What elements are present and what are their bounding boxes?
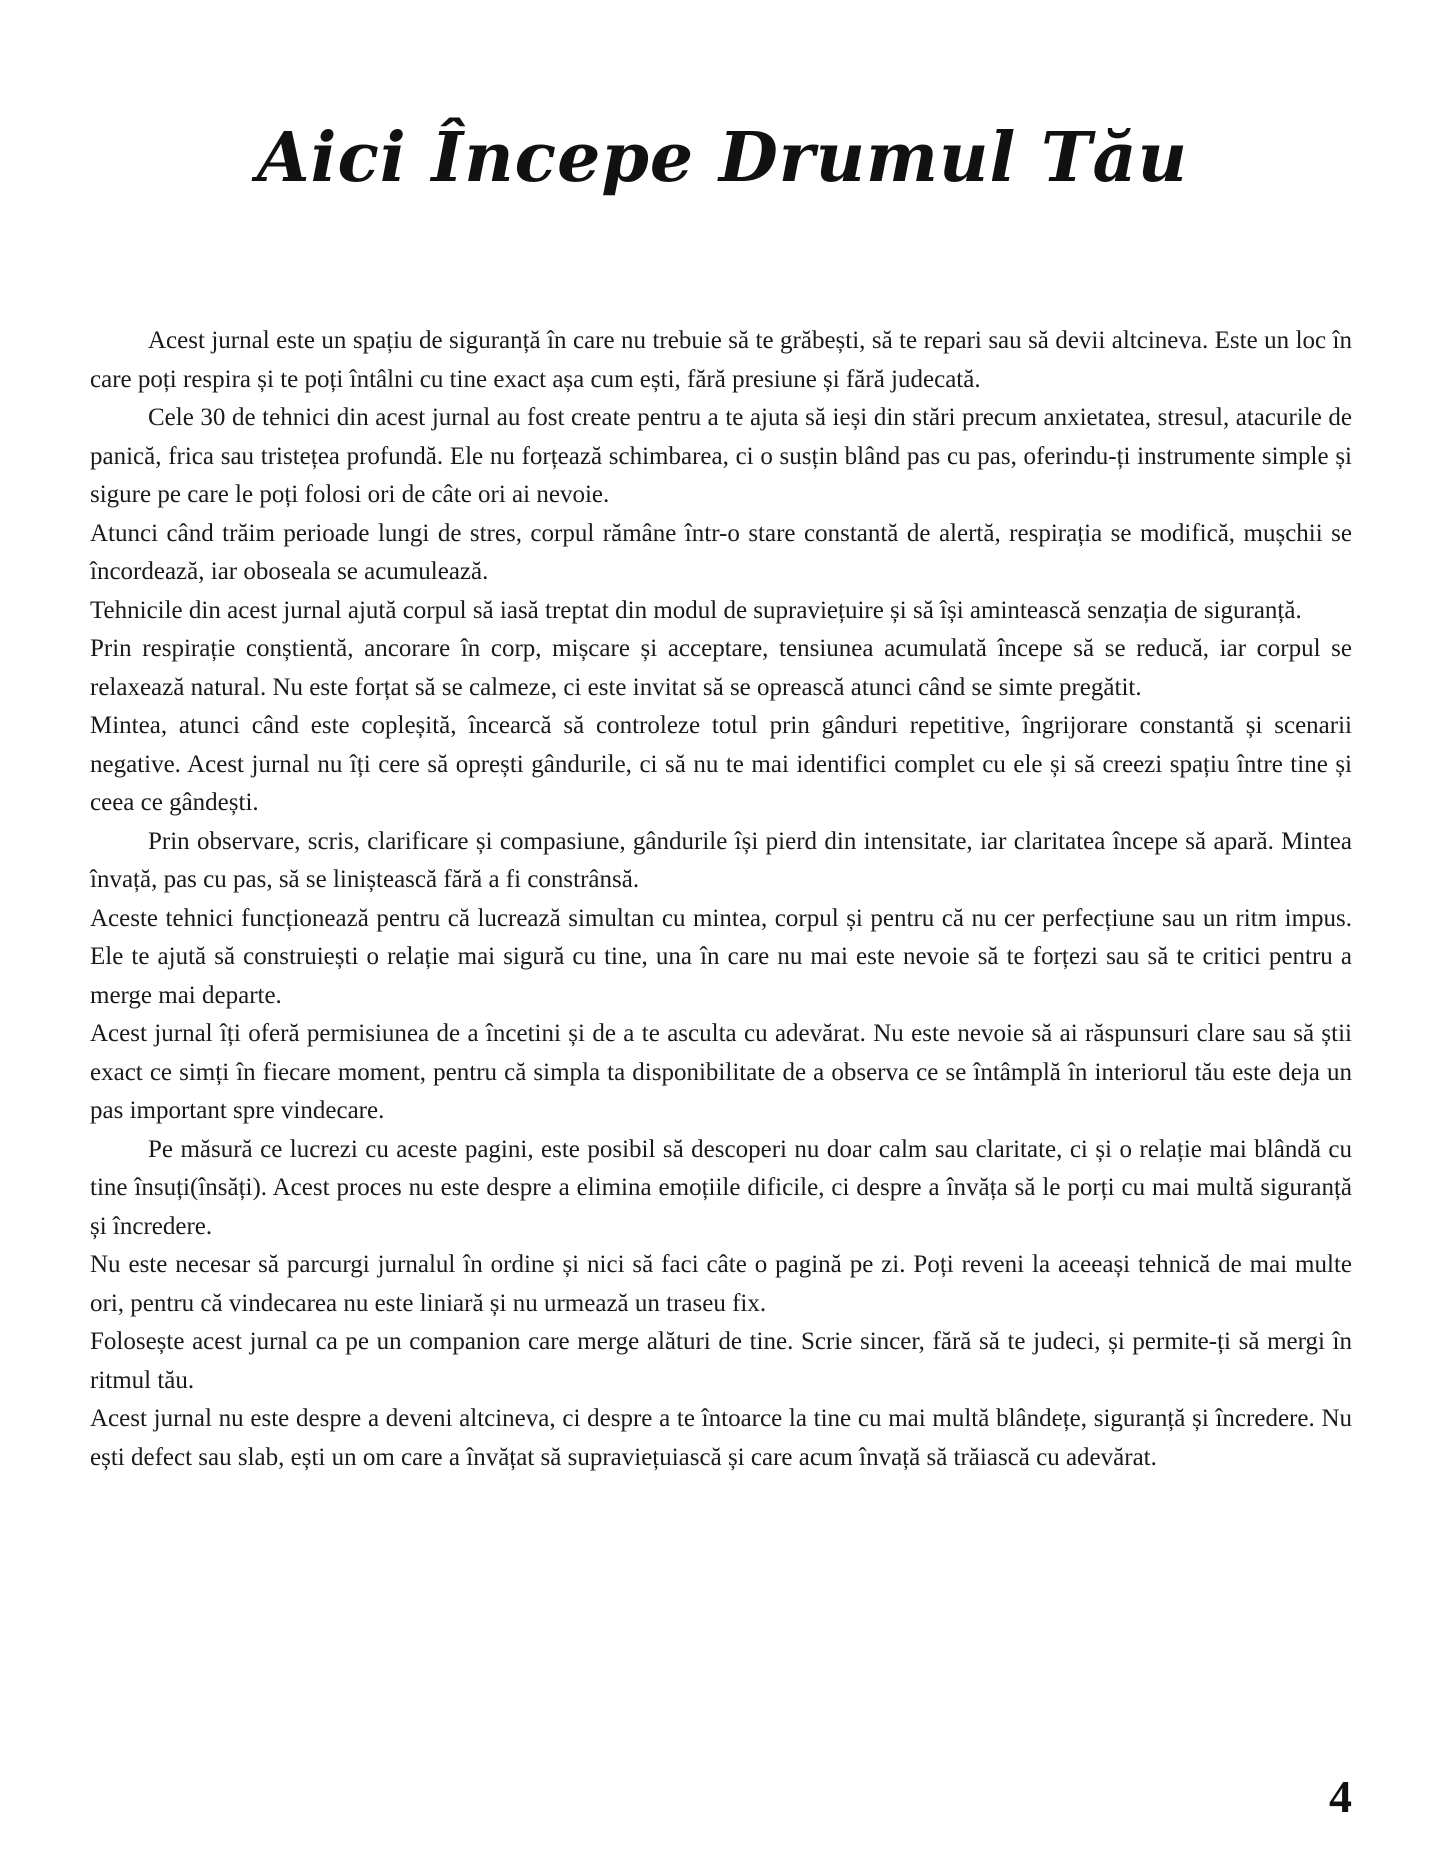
paragraph: Pe măsură ce lucrezi cu aceste pagini, este posibil să descoperi nu doar calm sau claritate, ci și o relație mai blândă cu tine însuți(însăți). Acest proces nu este despre a elimina emoțiile dificile, ci despre a învăța să le porți cu mai multă siguranță și încredere. (90, 1135, 1352, 1240)
paragraph: Acest jurnal este un spațiu de siguranță în care nu trebuie să te grăbești, să te repari sau să devii altcineva. Este un loc în care poți respira și te poți întâlni cu tine exact așa cum ești, fără presiune și fără judecată. (90, 327, 1352, 393)
page-number: 4 (1329, 1771, 1352, 1822)
paragraph: Folosește acest jurnal ca pe un companion care merge alături de tine. Scrie sincer, fără să te judeci, și permite-ți să mergi în ritmul tău. (90, 1328, 1352, 1394)
paragraph: Tehnicile din acest jurnal ajută corpul să iasă treptat din modul de supraviețuire și să își amintească senzația de siguranță. (90, 596, 1302, 624)
paragraph: Prin respirație conștientă, ancorare în corp, mișcare și acceptare, tensiunea acumulată începe să se reducă, iar corpul se relaxează natural. Nu este forțat să se calmeze, ci este invitat să se oprească atunci când se simte pregătit. (90, 635, 1352, 701)
paragraph: Nu este necesar să parcurgi jurnalul în ordine și nici să faci câte o pagină pe zi. Poți reveni la aceeași tehnică de mai multe ori, pentru că vindecarea nu este liniară și nu urmează un traseu fix. (90, 1251, 1352, 1317)
paragraph: Cele 30 de tehnici din acest jurnal au fost create pentru a te ajuta să ieși din stări precum anxietatea, stresul, atacurile de panică, frica sau tristețea profundă. Ele nu forțează schimbarea, ci o susțin blând pas cu pas, oferindu-ți instrumente simple și sigure pe care le poți folosi ori de câte ori ai nevoie. (90, 404, 1352, 508)
paragraph: Prin observare, scris, clarificare și compasiune, gândurile își pierd din intensitate, iar claritatea începe să apară. Mintea învață, pas cu pas, să se liniștească fără a fi constrânsă. (90, 827, 1352, 893)
paragraph: Mintea, atunci când este copleșită, încearcă să controleze totul prin gânduri repetitive, îngrijorare constantă și scenarii negative. Acest jurnal nu îți cere să oprești gândurile, ci să nu te mai identifici complet cu ele și să creezi spațiu între tine și ceea ce gândești. (90, 712, 1352, 816)
paragraph: Atunci când trăim perioade lungi de stres, corpul rămâne într-o stare constantă de alertă, respirația se modifică, mușchii se încordează, iar oboseala se acumulează. (90, 519, 1352, 585)
paragraph: Acest jurnal îți oferă permisiunea de a încetini și de a te asculta cu adevărat. Nu este nevoie să ai răspunsuri clare sau să știi exact ce simți în fiecare moment, pentru că simpla ta disponibilitate de a observa ce se întâmplă în interiorul tău este deja un pas important spre vindecare. (90, 1020, 1352, 1124)
body-text (90, 322, 1352, 1477)
paragraph: Acest jurnal nu este despre a deveni altcineva, ci despre a te întoarce la tine cu mai multă blândețe, siguranță și încredere. Nu ești defect sau slab, ești un om care a învățat să supraviețuiască și care acum învață să trăiască cu adevărat. (90, 1405, 1352, 1471)
paragraph: Aceste tehnici funcționează pentru că lucrează simultan cu mintea, corpul și pentru că nu cer perfecțiune sau un ritm impus. Ele te ajută să construiești o relație mai sigură cu tine, una în care nu mai este nevoie să te forțezi sau să te critici pentru a merge mai departe. (90, 904, 1352, 1009)
page-title: Aici Începe Drumul Tău (256, 118, 1189, 198)
